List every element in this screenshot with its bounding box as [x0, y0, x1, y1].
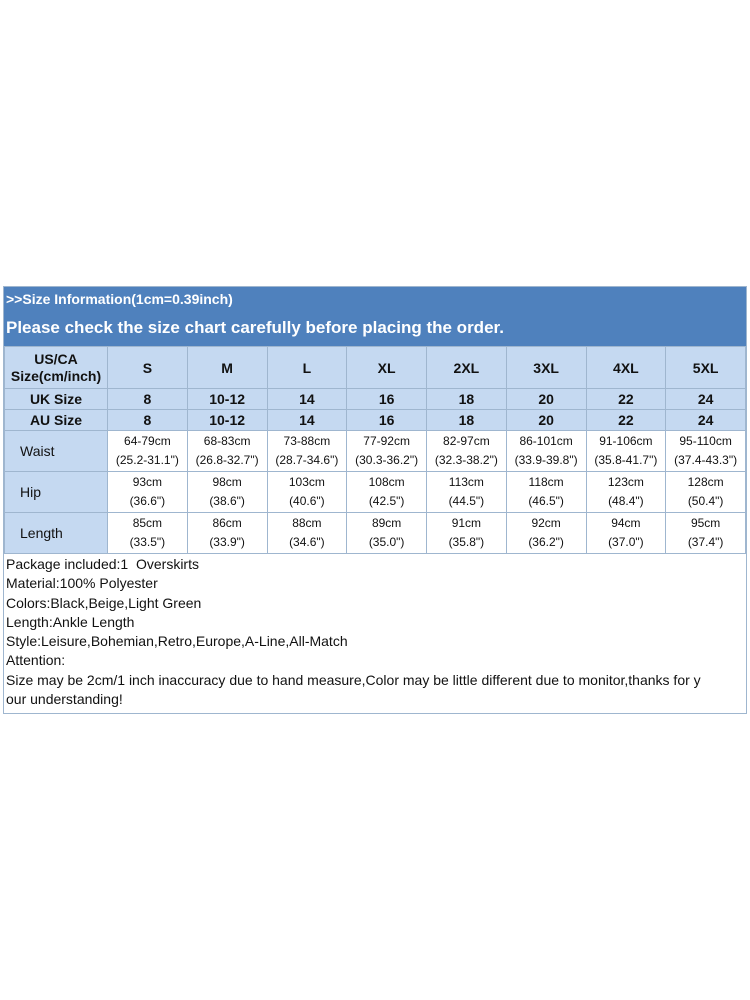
- measure-inch: (35.0"): [368, 535, 405, 549]
- measure-inch: (50.4"): [687, 494, 724, 508]
- measure-inch: (32.3-38.2"): [434, 453, 498, 467]
- measure-cell: [427, 472, 507, 513]
- measure-inch: (46.5"): [528, 494, 564, 508]
- measure-inch: (37.0"): [608, 535, 644, 549]
- measure-cell: [506, 513, 586, 554]
- measure-cell: [666, 513, 746, 554]
- measure-inch: (25.2-31.1"): [115, 453, 179, 467]
- measure-label: Length: [5, 513, 108, 554]
- size-cell: 10-12: [187, 389, 267, 410]
- measure-cm: 108cm: [368, 475, 405, 489]
- measure-cell: [347, 513, 427, 554]
- size-cell: 10-12: [187, 410, 267, 431]
- size-cell: 24: [666, 410, 746, 431]
- measure-cm: 88cm: [292, 516, 322, 530]
- measure-cm: 95cm: [690, 516, 721, 530]
- measure-cm: 77-92cm: [363, 434, 410, 448]
- measure-cell: [586, 513, 666, 554]
- measure-cm: 94cm: [611, 516, 641, 530]
- measure-cell: [666, 431, 746, 472]
- size-cell: 14: [267, 389, 347, 410]
- measure-cm: 91cm: [451, 516, 482, 530]
- measure-cell: [108, 431, 188, 472]
- size-cell: S: [108, 347, 188, 389]
- measure-inch: (40.6"): [289, 494, 325, 508]
- measure-cm: 118cm: [528, 475, 564, 489]
- measure-inch: (36.6"): [129, 494, 166, 508]
- measure-cm: 85cm: [132, 516, 163, 530]
- note-line: Attention:: [6, 652, 66, 669]
- size-cell: 22: [586, 410, 666, 431]
- measure-cell: [187, 513, 267, 554]
- measure-inch: (37.4"): [687, 535, 724, 549]
- row-label: US/CA Size(cm/inch): [5, 347, 108, 389]
- measure-inch: (37.4-43.3"): [674, 453, 738, 467]
- measure-label: Hip: [5, 472, 108, 513]
- note-line: Material:100% Polyester: [6, 575, 158, 592]
- measure-cell: [347, 472, 427, 513]
- measure-cell: [267, 472, 347, 513]
- size-cell: 2XL: [427, 347, 507, 389]
- measure-cell: [267, 431, 347, 472]
- measure-inch: (33.9"): [209, 535, 245, 549]
- measure-cell: [108, 472, 188, 513]
- au-size-row: [5, 410, 746, 431]
- measure-row-hip: [5, 472, 746, 513]
- measure-cm: 82-97cm: [443, 434, 490, 448]
- size-table: [4, 346, 746, 554]
- measure-inch: (34.6"): [289, 535, 325, 549]
- measure-inch: (33.9-39.8"): [514, 453, 578, 467]
- size-cell: 8: [108, 410, 188, 431]
- measure-inch: (42.5"): [368, 494, 405, 508]
- note-line: our understanding!: [6, 691, 123, 708]
- measure-row-length: [5, 513, 746, 554]
- measure-cell: [267, 513, 347, 554]
- measure-inch: (35.8"): [448, 535, 485, 549]
- size-cell: 24: [666, 389, 746, 410]
- note-line: Style:Leisure,Bohemian,Retro,Europe,A-Line,All-Match: [6, 633, 348, 650]
- measure-cm: 64-79cm: [124, 434, 171, 448]
- measure-cell: [586, 431, 666, 472]
- row-label: AU Size: [5, 410, 108, 431]
- size-cell: L: [267, 347, 347, 389]
- size-cell: 16: [347, 389, 427, 410]
- size-cell: 22: [586, 389, 666, 410]
- size-cell: 20: [506, 389, 586, 410]
- measure-inch: (26.8-32.7"): [195, 453, 259, 467]
- product-notes: [4, 554, 746, 713]
- measure-cm: 73-88cm: [283, 434, 331, 448]
- size-info-heading: >>Size Information(1cm=0.39inch): [6, 291, 233, 307]
- measure-cell: [187, 472, 267, 513]
- size-chart-warning: Please check the size chart carefully before placing the order.: [6, 318, 504, 337]
- measure-cm: 91-106cm: [599, 434, 653, 448]
- size-chart: [3, 286, 747, 714]
- size-cell: 5XL: [666, 347, 746, 389]
- size-cell: M: [187, 347, 267, 389]
- measure-inch: (35.8-41.7"): [594, 453, 658, 467]
- size-cell: 18: [427, 410, 507, 431]
- measure-cell: [506, 472, 586, 513]
- measure-cm: 86-101cm: [519, 434, 573, 448]
- size-cell: 16: [347, 410, 427, 431]
- measure-cell: [187, 431, 267, 472]
- measure-cm: 86cm: [212, 516, 242, 530]
- measure-cm: 113cm: [448, 475, 484, 489]
- uk-size-row: [5, 389, 746, 410]
- size-cell: 14: [267, 410, 347, 431]
- measure-label: Waist: [5, 431, 108, 472]
- size-cell: 8: [108, 389, 188, 410]
- measure-inch: (38.6"): [209, 494, 245, 508]
- note-line: Size may be 2cm/1 inch inaccuracy due to hand measure,Color may be little different due to monitor,thanks for y: [6, 671, 701, 688]
- measure-cm: 103cm: [288, 475, 325, 489]
- size-cell: 18: [427, 389, 507, 410]
- note-line: Package included:1 Overskirts: [6, 556, 199, 572]
- measure-cell: [108, 513, 188, 554]
- measure-cm: 95-110cm: [679, 434, 732, 448]
- measure-cm: 128cm: [687, 475, 724, 489]
- measure-inch: (36.2"): [528, 535, 564, 549]
- size-cell: 3XL: [506, 347, 586, 389]
- size-cell: 20: [506, 410, 586, 431]
- measure-row-waist: [5, 431, 746, 472]
- us-size-row: [5, 347, 746, 389]
- size-cell: XL: [347, 347, 427, 389]
- measure-cell: [506, 431, 586, 472]
- measure-cm: 92cm: [531, 516, 561, 530]
- measure-cm: 93cm: [132, 475, 163, 489]
- measure-cell: [666, 472, 746, 513]
- measure-cell: [586, 472, 666, 513]
- measure-inch: (28.7-34.6"): [275, 453, 339, 467]
- measure-inch: (30.3-36.2"): [355, 453, 419, 467]
- measure-cell: [427, 431, 507, 472]
- measure-cell: [347, 431, 427, 472]
- measure-inch: (48.4"): [608, 494, 644, 508]
- measure-inch: (33.5"): [129, 535, 166, 549]
- measure-cm: 68-83cm: [203, 434, 251, 448]
- measure-inch: (44.5"): [448, 494, 485, 508]
- note-line: Colors:Black,Beige,Light Green: [6, 594, 202, 611]
- measure-cm: 123cm: [607, 475, 644, 489]
- row-label: UK Size: [5, 389, 108, 410]
- size-info-banner: [4, 287, 746, 346]
- size-cell: 4XL: [586, 347, 666, 389]
- note-line: Length:Ankle Length: [6, 613, 135, 630]
- measure-cell: [427, 513, 507, 554]
- measure-cm: 89cm: [371, 516, 402, 530]
- measure-cm: 98cm: [212, 475, 242, 489]
